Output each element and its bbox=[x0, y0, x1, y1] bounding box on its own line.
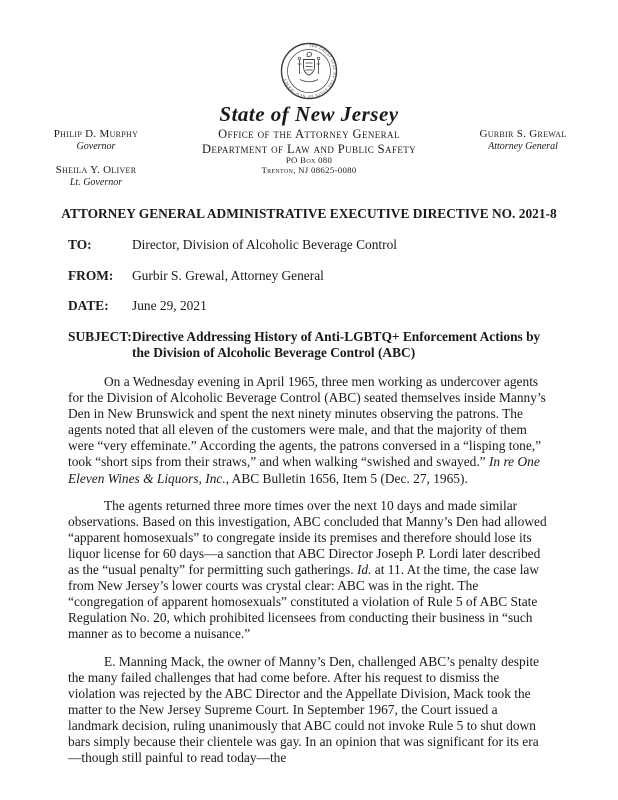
memo-row bbox=[68, 298, 554, 315]
official-title: Governor bbox=[76, 140, 116, 152]
official-title: Attorney General bbox=[488, 140, 558, 152]
memo-fields bbox=[68, 237, 554, 376]
address-line-1: PO Box 080 bbox=[285, 155, 333, 165]
office-line-2: Department of Law and Public Safety bbox=[201, 141, 417, 156]
seal-supporter-left bbox=[298, 60, 302, 74]
official-name: Gurbir S. Grewal bbox=[479, 128, 567, 140]
paragraph bbox=[68, 374, 550, 487]
memo-label: TO: bbox=[68, 237, 92, 252]
paragraph bbox=[68, 654, 550, 767]
memo-row bbox=[68, 237, 554, 254]
paragraph-segment: , ABC Bulletin 1656, Item 5 (Dec. 27, 1965). bbox=[225, 470, 468, 486]
seal-shield bbox=[304, 60, 315, 76]
officials-right bbox=[446, 128, 600, 164]
official-title: Lt. Governor bbox=[69, 176, 123, 188]
official-name: Philip D. Murphy bbox=[53, 128, 139, 140]
paragraph-segment-italic: Id. bbox=[356, 562, 372, 578]
memo-value: Gurbir S. Grewal, Attorney General bbox=[132, 267, 324, 283]
paragraph bbox=[68, 498, 550, 643]
official-block bbox=[446, 128, 600, 152]
paragraph-segment-italic: In re One Eleven Wines & Liquors, Inc. bbox=[68, 454, 540, 486]
memo-label: SUBJECT: bbox=[68, 328, 132, 344]
directive-title: ATTORNEY GENERAL ADMINISTRATIVE EXECUTIVE DIRECTIVE NO. 2021-8 bbox=[61, 206, 557, 221]
paragraph-segment: The agents returned three more times over the next 10 days and made similar observations. Based on this investigation, ABC concluded that Manny’s Den had allowed “apparent homosexuals” to congregate inside its premises and therefore should lose its liquor license for 60 days—a sanction that ABC Director Joseph P. Lordi later described as the “usual penalty” for permitting such gatherings. bbox=[68, 497, 547, 578]
memo-value: June 29, 2021 bbox=[132, 298, 207, 313]
memo-value: Director, Division of Alcoholic Beverage Control bbox=[132, 237, 397, 252]
memo-row bbox=[68, 329, 554, 362]
office-line-1: Office of the Attorney General bbox=[218, 127, 400, 141]
paragraph-segment: at 11. At the time, the case law from New Jersey’s lower courts was crystal clear: ABC was in the right. The “congregation of apparent homosexuals” constituted a violation of Rule 5 of ABC State Regulation No. 20, which prohibited licensees from conducting their business in “such manner as to become a nuisance.” bbox=[68, 562, 540, 642]
state-seal-graphic bbox=[280, 42, 338, 100]
state-title: State of New Jersey bbox=[219, 102, 399, 126]
body-paragraphs bbox=[68, 374, 550, 777]
address-line-2: Trenton, NJ 08625-0080 bbox=[261, 164, 357, 175]
seal-supporter-right bbox=[317, 60, 321, 74]
memo-value: Directive Addressing History of Anti-LGBTQ+ Enforcement Actions by the Division of Alcoholic Beverage Control (ABC) bbox=[132, 328, 541, 360]
memo-row bbox=[68, 268, 554, 285]
new-jersey-state-seal bbox=[280, 42, 338, 100]
paragraph-segment: E. Manning Mack, the owner of Manny’s Den, challenged ABC’s penalty despite the many failed challenges that had come before. After his request to dismiss the violation was rejected by the ABC Director and the Appellate Division, Mack took the matter to the New Jersey Supreme Court. In September 1967, the Court issued a landmark decision, ruling unanimously that ABC could not invoke Rule 5 to shut down bars simply because their clientele was gay. In an opinion that was significant for its era—though still painful to read today—the bbox=[68, 653, 540, 766]
paragraph-segment: On a Wednesday evening in April 1965, three men working as undercover agents for the Division of Alcoholic Beverage Control (ABC) seated themselves inside Manny’s Den in New Brunswick and spent the next ninety minutes observing the patrons. The agents noted that all eleven of the customers were male, and that the majority of them were “very effeminate.” According the agents, the patrons conversed in a “lisping tone,” took “short sips from their straws,” and when walking “swished and swayed.” bbox=[68, 374, 546, 470]
seal-horse-head bbox=[307, 52, 312, 56]
seal-ring-text: THE GREAT SEAL OF THE STATE OF NEW JERSEY bbox=[282, 43, 337, 99]
memo-label: DATE: bbox=[68, 298, 109, 313]
seal-ribbon bbox=[300, 80, 318, 82]
memo-label: FROM: bbox=[68, 267, 114, 283]
official-name: Sheila Y. Oliver bbox=[55, 164, 137, 176]
